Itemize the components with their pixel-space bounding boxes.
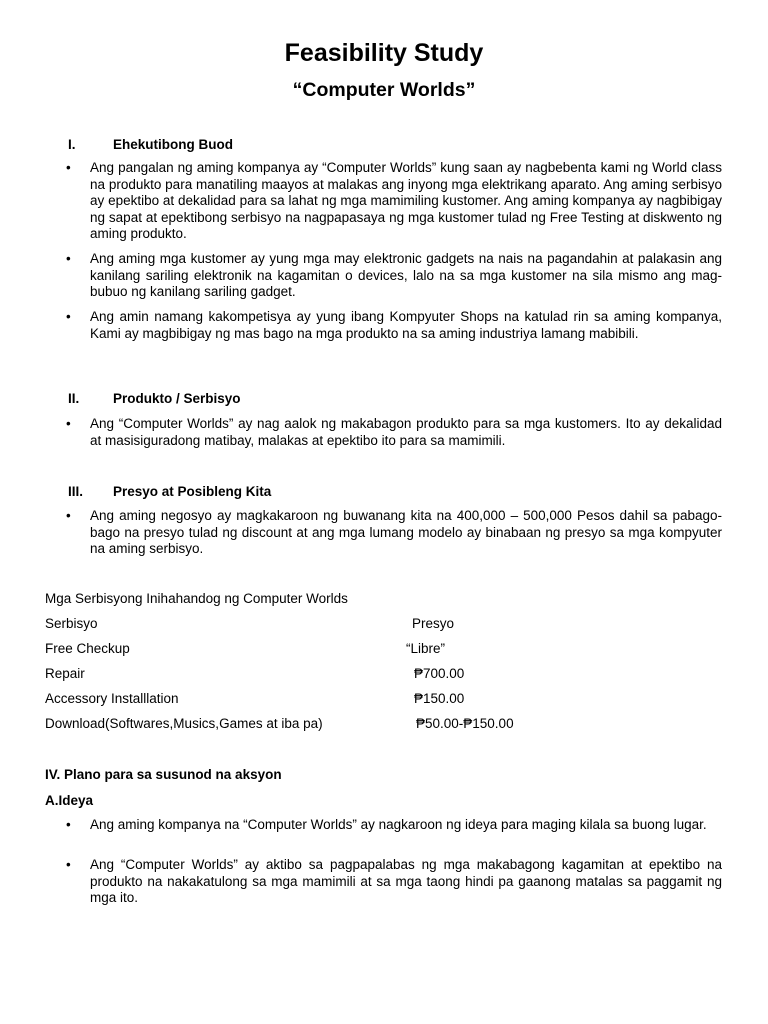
list-item: [66, 508, 722, 558]
services-header-price: Presyo: [412, 616, 455, 631]
section-2-heading: [68, 390, 241, 407]
service-name: Download(Softwares,Musics,Games at iba pa): [45, 716, 323, 731]
service-price: “Libre”: [406, 641, 446, 656]
bullet-icon: •: [66, 416, 71, 431]
list-item: [66, 857, 722, 907]
bullet-icon: •: [66, 857, 71, 872]
services-caption: Mga Serbisyong Inihahandog ng Computer Worlds: [45, 591, 348, 606]
section-3-heading: [68, 483, 271, 500]
service-price: ₱150.00: [414, 691, 465, 706]
bullet-icon: •: [66, 817, 71, 832]
service-name: Repair: [45, 666, 85, 681]
service-price: ₱700.00: [414, 666, 465, 681]
list-item: [66, 309, 722, 342]
document-title: Feasibility Study: [284, 39, 484, 67]
service-name: Free Checkup: [45, 641, 130, 656]
section-1-heading: [68, 136, 233, 153]
list-item: [66, 160, 722, 243]
section-3-title: Presyo at Posibleng Kita: [113, 484, 272, 499]
section-2-number: II.: [68, 391, 80, 406]
section-4-subheading: A.Ideya: [45, 793, 94, 808]
bullet-text: Ang amin namang kakompetisya ay yung ibang Kompyuter Shops na katulad rin sa aming kompanya, Kami ay magbibigay ng mas bago na mga produkto na sa aming industriya lamang mabibili.: [90, 309, 722, 341]
section-1-title: Ehekutibong Buod: [113, 137, 233, 152]
service-name: Accessory Installlation: [45, 691, 179, 706]
bullet-icon: •: [66, 508, 71, 523]
section-2-title: Produkto / Serbisyo: [113, 391, 241, 406]
bullet-icon: •: [66, 160, 71, 175]
document-subtitle: “Computer Worlds”: [292, 79, 476, 101]
bullet-text: Ang pangalan ng aming kompanya ay “Computer Worlds” kung saan ay nagbebenta kami ng World class na produkto para manatiling maayos at malakas ang inyong mga elektrikang aparato. Ang aming serbisyo ay epektibo at dekalidad para sa lahat ng mga mamimiling kustomer. Ang aming kompanya ay nagbibigay ng sapat at epektibong serbisyo na nagpapasaya ng mga kustomer tulad ng Free Testing at diskwento ng aming produkto.: [90, 160, 722, 241]
bullet-text: Ang “Computer Worlds” ay aktibo sa pagpapalabas ng mga makabagong kagamitan at epektibo na produkto na nakakatulong sa mga mamimili at sa mga taong hindi pa gaanong matalas sa paggamit ng mga ito.: [90, 857, 722, 905]
service-price: ₱50.00-₱150.00: [416, 716, 514, 731]
section-3-number: III.: [68, 484, 84, 499]
bullet-text: Ang aming negosyo ay magkakaroon ng buwanang kita na 400,000 – 500,000 Pesos dahil sa pabago-bago na presyo tulad ng discount at ang mga lumang modelo ay binabaan ng presyo sa mga kompyuter na aming serbisyo.: [90, 508, 722, 556]
list-item: [66, 416, 722, 449]
services-header-service: Serbisyo: [45, 616, 98, 631]
list-item: [66, 817, 722, 834]
bullet-text: Ang “Computer Worlds” ay nag aalok ng makabagon produkto para sa mga kustomers. Ito ay dekalidad at masisiguradong matibay, malakas at epektibo ito para sa mamimili.: [90, 416, 722, 448]
bullet-icon: •: [66, 251, 71, 266]
list-item: [66, 251, 722, 301]
section-1-number: I.: [68, 137, 76, 152]
bullet-icon: •: [66, 309, 71, 324]
section-4-heading: IV. Plano para sa susunod na aksyon: [45, 767, 282, 782]
bullet-text: Ang aming mga kustomer ay yung mga may elektronic gadgets na nais na pagandahin at palakasin ang kanilang sariling elektronik na kagamitan o devices, lalo na sa mga kustomer na sila mismo ang mag-bubuo ng kanilang sariling gadget.: [90, 251, 722, 299]
bullet-text: Ang aming kompanya na “Computer Worlds” ay nagkaroon ng ideya para maging kilala sa buong lugar.: [90, 817, 707, 832]
